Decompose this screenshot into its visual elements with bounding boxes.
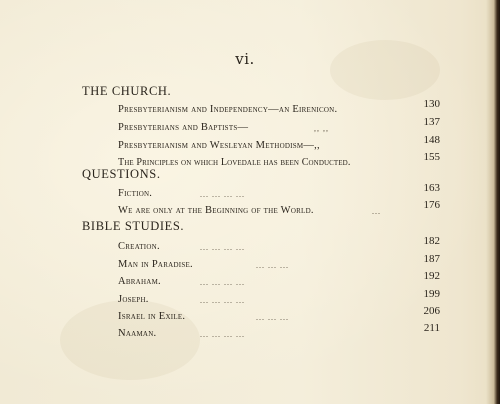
ditto-marks: ,, ,, <box>314 124 329 133</box>
entry-page-number: 130 <box>423 98 440 110</box>
entry-title: Joseph. <box>118 294 149 305</box>
toc-entry <box>118 305 440 325</box>
toc-entry <box>118 288 440 308</box>
entry-title: Creation. <box>118 241 160 252</box>
leader-dots: ... ... ... ... <box>200 296 245 305</box>
leader-dots: ... <box>372 207 381 216</box>
entry-page-number: 199 <box>423 288 440 300</box>
entry-title: Presbyterianism and Wesleyan Methodism—,, <box>118 140 320 151</box>
entry-page-number: 192 <box>423 270 440 282</box>
section-heading-bible-studies: BIBLE STUDIES. <box>82 219 185 233</box>
entry-title: The Principles on which Lovedale has been Conducted. <box>118 157 351 168</box>
leader-dots: ... ... ... ... <box>200 190 245 199</box>
entry-page-number: 206 <box>423 305 440 317</box>
leader-dots: ... ... ... ... <box>200 243 245 252</box>
entry-title: Abraham. <box>118 276 161 287</box>
leader-dots: ... ... ... ... <box>200 278 245 287</box>
toc-entry <box>118 199 440 219</box>
entry-title: Presbyterians and Baptists— <box>118 122 249 133</box>
entry-title: Naaman. <box>118 328 157 339</box>
entry-page-number: 182 <box>423 235 440 247</box>
toc-entry <box>118 322 440 342</box>
section-heading-church: THE CHURCH. <box>82 84 172 98</box>
leader-dots: ... ... ... <box>256 261 289 270</box>
section-heading-questions: QUESTIONS. <box>82 167 161 181</box>
entry-page-number: 163 <box>423 182 440 194</box>
toc-entry <box>118 116 440 136</box>
toc-entry <box>118 253 440 273</box>
page-number: vi. <box>235 50 255 68</box>
toc-entry <box>118 270 440 290</box>
entry-page-number: 155 <box>423 151 440 163</box>
toc-entry <box>118 151 440 171</box>
toc-entry <box>118 134 440 154</box>
entry-page-number: 137 <box>423 116 440 128</box>
entry-page-number: 187 <box>423 253 440 265</box>
leader-dots: ... ... ... <box>256 313 289 322</box>
entry-page-number: 148 <box>423 134 440 146</box>
entry-title: We are only at the Beginning of the World. <box>118 205 314 216</box>
entry-title: Israel in Exile. <box>118 311 186 322</box>
entry-title: Fiction. <box>118 188 153 199</box>
entry-title: Man in Paradise. <box>118 259 193 270</box>
toc-entry <box>118 98 440 118</box>
leader-dots: ... ... ... ... <box>200 330 245 339</box>
entry-page-number: 176 <box>423 199 440 211</box>
entry-page-number: 211 <box>423 322 440 334</box>
entry-title: Presbyterianism and Independency—an Eirenicon. <box>118 104 338 115</box>
toc-entry <box>118 182 440 202</box>
book-gutter-shadow <box>486 0 500 404</box>
toc-entry <box>118 235 440 255</box>
